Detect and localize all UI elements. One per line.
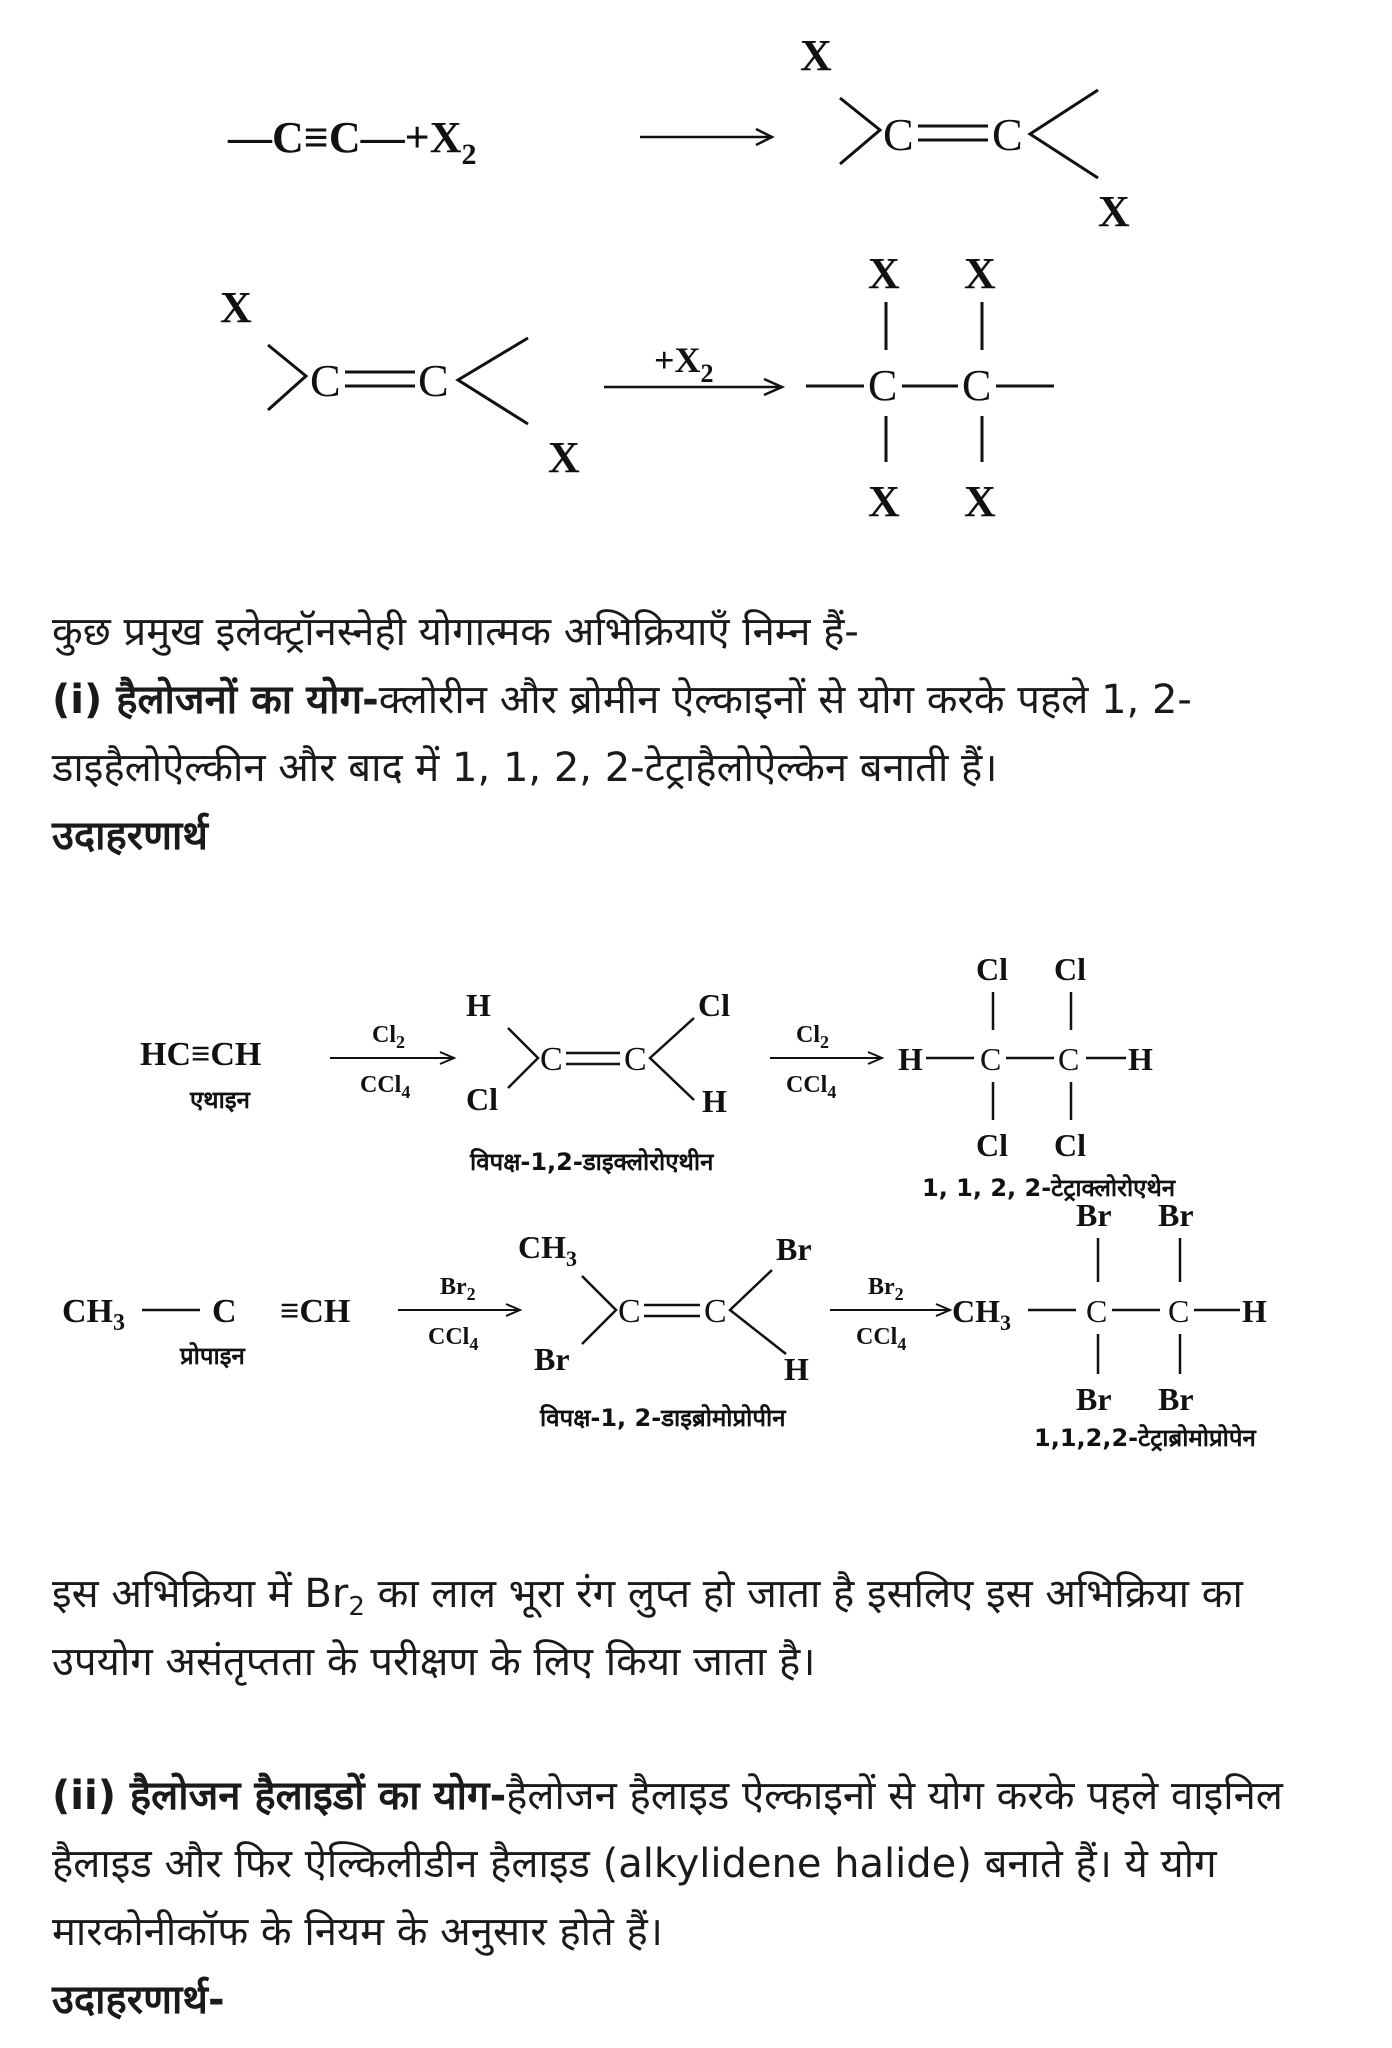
row2-alkene-c2: C <box>704 1293 727 1330</box>
ethyne-name: एथाइन <box>190 1086 250 1114</box>
chlorine-bromine-addition-diagram <box>0 930 1392 1470</box>
row1-cl-bottom: Cl <box>466 1081 498 1117</box>
row1-product-cl-bottom-1: Cl <box>976 1127 1008 1163</box>
intro-paragraph <box>52 598 1352 870</box>
row2-arrow-2-reagent: $Br_2$ <box>868 1274 904 1304</box>
row1-arrow-2-reagent: $Cl_2$ <box>796 1022 829 1052</box>
row2-product-c1: C <box>1086 1293 1108 1329</box>
left-bonds <box>840 98 880 164</box>
row2-arrow-1-solvent: CCl$_4$ <box>428 1324 479 1354</box>
row1-right-bonds <box>650 1018 694 1100</box>
product-carbon-2: C <box>962 361 992 410</box>
row1-h-top: H <box>466 987 491 1023</box>
halogen-addition-text: क्लोरीन और ब्रोमीन ऐल्काइनों से योग करके पहले 1, 2-डाइहैलोऐल्कीन और बाद में 1, 1, 2, 2-टेट्राहैलोऐल्केन बनाती हैं। <box>52 677 1192 791</box>
hydrogen-halide-text: हैलोजन हैलाइड ऐल्काइनों से योग करके पहले वाइनिल हैलाइड और फिर ऐल्किलीडीन हैलाइड (alkylidene halide) बनाते हैं। ये योग मारकोनीकॉफ के नियम के अनुसार होते हैं। <box>52 1773 1283 1955</box>
row1-product-cl-bottom-2: Cl <box>1054 1127 1086 1163</box>
intro-text: कुछ प्रमुख इलेक्ट्रॉनस्नेही योगात्मक अभिक्रियाएँ निम्न हैं- <box>52 609 859 655</box>
propyne-ch3: $CH_3$ <box>62 1293 125 1336</box>
product-x-top-1: X <box>868 249 900 298</box>
row2-product-ch3: $CH_3$ <box>952 1293 1011 1335</box>
product-x-bottom-2: X <box>964 477 996 526</box>
row2-x-label-bottom: X <box>548 433 580 482</box>
reactant-alkyne: $—C\equiv C—+X_2$ <box>228 113 477 171</box>
example-heading-2: उदाहरणार्थ- <box>52 1977 225 2023</box>
row1-h-bottom: H <box>702 1083 727 1119</box>
propyne-name: प्रोपाइन <box>180 1342 245 1370</box>
alkyne-halogen-addition-diagram <box>0 0 1392 560</box>
row2-carbon-2: C <box>418 355 449 406</box>
row1-product-cl-top-2: Cl <box>1054 951 1086 987</box>
row2-ch3-top: $CH_3$ <box>518 1229 577 1271</box>
bromine-test-paragraph <box>52 1560 1352 1696</box>
propyne-c: C <box>212 1293 237 1330</box>
row2-product-br-top-1: Br <box>1076 1197 1112 1233</box>
propyne-triple-ch: ≡CH <box>280 1293 351 1330</box>
row2-product-br-bottom-1: Br <box>1076 1381 1112 1417</box>
product-carbon-1: C <box>868 361 898 410</box>
row2-br-top: Br <box>776 1231 812 1267</box>
row2-arrow-1-reagent: $Br_2$ <box>440 1274 476 1304</box>
bromine-subscript: 2 <box>348 1592 365 1622</box>
row2-left-bonds <box>268 345 306 410</box>
row1-product-name: 1, 1, 2, 2-टेट्राक्लोरोएथेन <box>922 1174 1176 1202</box>
row1-product-cl-top-1: Cl <box>976 951 1008 987</box>
row1-alkene-c1: C <box>540 1041 563 1078</box>
row2-product-name: 1,1,2,2-टेट्राब्रोमोप्रोपेन <box>1034 1424 1256 1452</box>
row1-cl-top: Cl <box>698 987 730 1023</box>
row1-product-h-left: H <box>898 1041 923 1077</box>
alkene-carbon-2: C <box>992 109 1023 160</box>
alkene-carbon-1: C <box>883 109 914 160</box>
row2-alkene-c1: C <box>618 1293 641 1330</box>
row1-alkene-c2: C <box>624 1041 647 1078</box>
product-x-bottom-1: X <box>868 477 900 526</box>
row2-left-bonds <box>582 1276 616 1344</box>
row2-product-br-bottom-2: Br <box>1158 1381 1194 1417</box>
arrow-reagent: $+X_2$ <box>654 340 714 388</box>
example-heading-1: उदाहरणार्थ <box>52 813 208 859</box>
bottom-x-label: X <box>1098 187 1130 236</box>
halogen-addition-heading: (i) हैलोजनों का योग- <box>52 677 379 723</box>
row2-carbon-1: C <box>310 355 341 406</box>
row1-product-c1: C <box>980 1041 1002 1077</box>
top-x-label: X <box>800 31 832 80</box>
row2-product-h: H <box>1242 1293 1267 1329</box>
hydrogen-halide-paragraph <box>52 1762 1352 2034</box>
right-bonds <box>1030 90 1098 178</box>
row1-intermediate-name: विपक्ष-1,2-डाइक्लोरोएथीन <box>470 1148 714 1176</box>
row2-intermediate-name: विपक्ष-1, 2-डाइब्रोमोप्रोपीन <box>540 1404 786 1432</box>
row2-x-label: X <box>220 283 252 332</box>
bromine-test-text-end: का लाल भूरा रंग लुप्त हो जाता है इसलिए इस अभिक्रिया का उपयोग असंतृप्तता के परीक्षण के लिए किया जाता है। <box>52 1571 1243 1685</box>
hydrogen-halide-heading: (ii) हैलोजन हैलाइडों का योग- <box>52 1773 507 1819</box>
bromine-test-text-start: इस अभिक्रिया में Br <box>52 1571 349 1617</box>
row1-arrow-2-solvent: CCl$_4$ <box>786 1072 837 1102</box>
product-x-top-2: X <box>964 249 996 298</box>
row1-arrow-1-solvent: CCl$_4$ <box>360 1072 411 1102</box>
row1-left-bonds <box>508 1028 538 1088</box>
row2-br-bottom: Br <box>534 1341 570 1377</box>
row1-arrow-1-reagent: $Cl_2$ <box>372 1022 405 1052</box>
row1-product-h-right: H <box>1128 1041 1153 1077</box>
row2-product-br-top-2: Br <box>1158 1197 1194 1233</box>
row2-right-bonds <box>730 1270 786 1354</box>
row2-right-bonds <box>458 338 528 424</box>
row2-h-bottom: H <box>784 1351 809 1387</box>
row2-arrow-2-solvent: CCl$_4$ <box>856 1324 907 1354</box>
row2-product-c2: C <box>1168 1293 1190 1329</box>
ethyne-formula: HC≡CH <box>140 1036 262 1073</box>
row1-product-c2: C <box>1058 1041 1080 1077</box>
